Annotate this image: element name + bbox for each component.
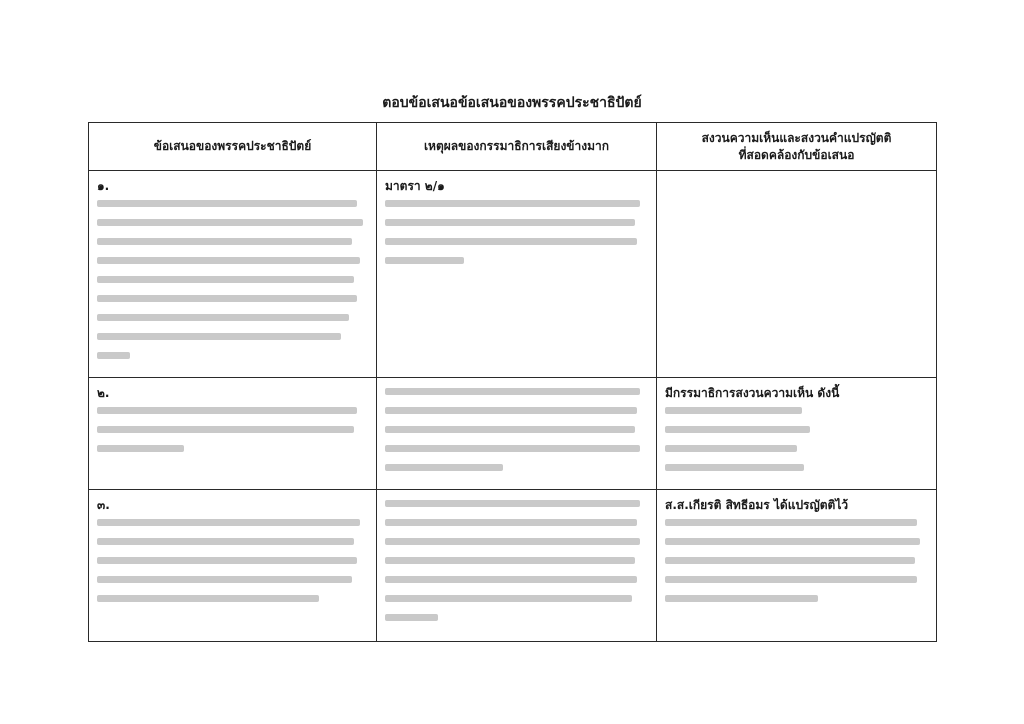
reason-cell (377, 378, 657, 490)
text-placeholder (385, 500, 648, 621)
text-placeholder (665, 519, 928, 602)
table-row (89, 378, 937, 490)
text-placeholder (385, 200, 648, 264)
text-placeholder (97, 407, 368, 452)
dissent-cell (657, 490, 937, 642)
header-proposal: ข้อเสนอของพรรคประชาธิปัตย์ (89, 123, 377, 171)
proposal-number: ๑. (97, 179, 110, 193)
table-header-row (89, 123, 937, 171)
dissent-cell (657, 378, 937, 490)
text-placeholder (97, 200, 368, 359)
proposal-number: ๓. (97, 498, 110, 512)
reason-cell (377, 171, 657, 378)
header-reason: เหตุผลของกรรมาธิการเสียงข้างมาก (377, 123, 657, 171)
proposal-cell (89, 490, 377, 642)
dissent-lead: ส.ส.เกียรติ สิทธีอมร ได้แปรญัตติไว้ (665, 498, 849, 512)
reason-lead: มาตรา ๒/๑ (385, 179, 445, 193)
page-title: ตอบข้อเสนอข้อเสนอของพรรคประชาธิปัตย์ (382, 95, 642, 111)
table-row (89, 171, 937, 378)
table-row (89, 490, 937, 642)
header-dissent: สงวนความเห็นและสงวนคำแปรญัตติ ที่สอดคล้องกับข้อเสนอ (657, 123, 937, 171)
proposal-number: ๒. (97, 386, 110, 400)
proposal-response-table (88, 122, 937, 642)
dissent-cell (657, 171, 937, 378)
text-placeholder (665, 407, 928, 471)
proposal-cell (89, 378, 377, 490)
text-placeholder (97, 519, 368, 602)
reason-cell (377, 490, 657, 642)
proposal-cell (89, 171, 377, 378)
dissent-lead: มีกรรมาธิการสงวนความเห็น ดังนี้ (665, 386, 840, 400)
text-placeholder (385, 388, 648, 471)
